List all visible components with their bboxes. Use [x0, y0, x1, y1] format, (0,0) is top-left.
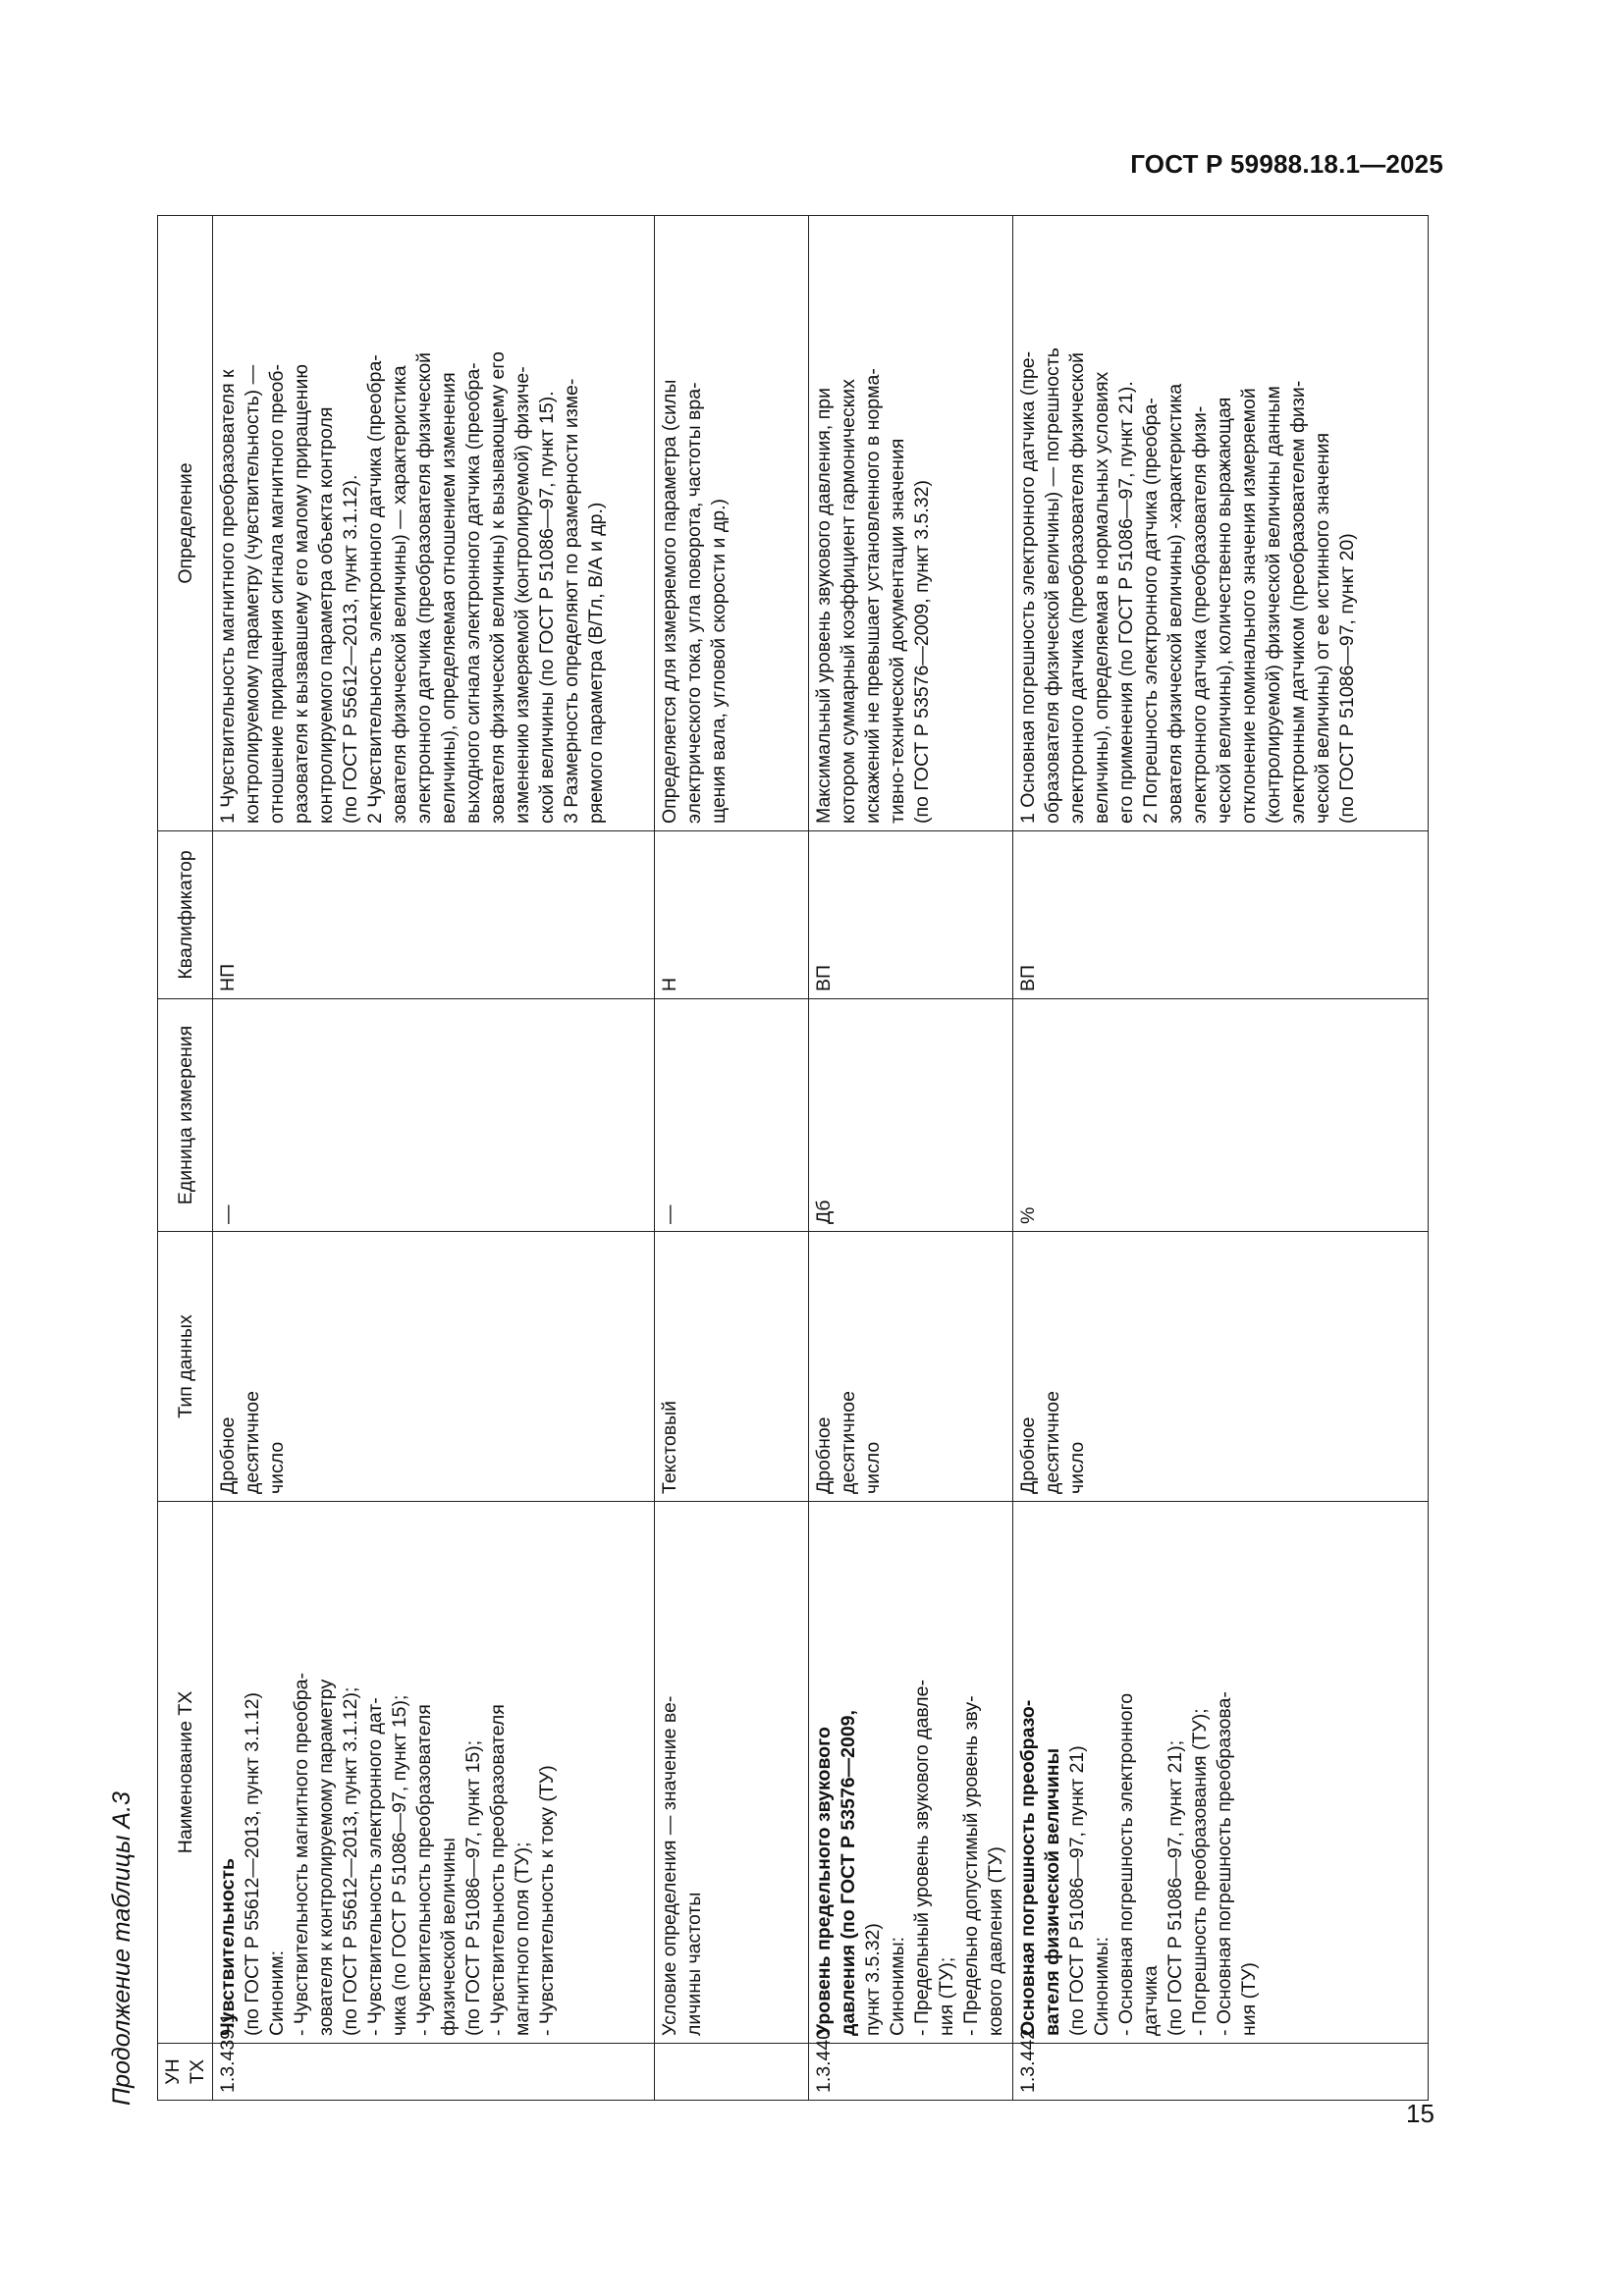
col-header-qualifier: Квалификатор — [158, 831, 213, 999]
cell-line: 3 Размерность определяют по размерности изме- — [561, 378, 582, 824]
table-row — [809, 216, 1013, 2101]
cell-line: Основная погрешность преобразо- — [1016, 1699, 1039, 2036]
cell-line: датчика — [1139, 1965, 1162, 2036]
cell-line: магнитного поля (ТУ); — [512, 1842, 533, 2036]
cell-id — [213, 2012, 655, 2101]
cell-line: Максимальный уровень звукового давления, при — [813, 388, 836, 824]
cell-definition — [655, 216, 809, 831]
characteristics-table — [157, 215, 1429, 2101]
cell-qualifier — [1012, 831, 1428, 999]
cell-line: вателя физической величины — [1041, 1747, 1063, 2036]
cell-line: Синоним: — [266, 1949, 288, 2036]
cell-line: ческой величины) от ее истинного значения — [1311, 432, 1333, 824]
cell-line: пункт 3.5.32) — [862, 1923, 885, 2036]
table-caption: Продолжение таблицы А.3 — [108, 1791, 135, 2106]
cell-line: электронного датчика (преобразователя физической — [1065, 351, 1088, 824]
cell-data-type — [655, 1232, 809, 1502]
cell-line: искажений не превышает установленного в норма- — [862, 368, 885, 824]
cell-name — [1012, 1502, 1428, 2044]
qualifier-value: Н — [659, 977, 681, 991]
row-id: 1.3.439.1 — [217, 2012, 239, 2093]
cell-line: - Чувствительность преобразователя — [413, 1704, 435, 2036]
cell-line: (по ГОСТ Р 51086—97, пункт 21) — [1065, 1745, 1088, 2036]
cell-line: электрического тока, угла поворота, частоты вра- — [683, 382, 706, 824]
cell-line: - Погрешность преобразования (ТУ); — [1188, 1708, 1211, 2036]
cell-line: (по ГОСТ Р 51086—97, пункт 15); — [462, 1739, 484, 2036]
col-header-data-type: Тип данных — [158, 1232, 213, 1502]
col-header-name: Наименование ТХ — [158, 1502, 213, 2044]
cell-unit — [655, 999, 809, 1232]
rotated-table-container — [157, 216, 1429, 2101]
cell-line: Дробное — [813, 1416, 836, 1494]
cell-line: выходного сигнала электронного датчика (преобра- — [462, 362, 484, 824]
cell-line: изменению измеряемой (контролируемой) физиче- — [512, 366, 533, 824]
cell-name — [213, 1502, 655, 2044]
cell-definition — [213, 216, 655, 831]
cell-line: контролируемому параметру (чувствительность) — — [242, 364, 263, 824]
cell-line: ческой величины), количественно выражающая — [1213, 397, 1235, 824]
cell-line: 2 Чувствительность электронного датчика (преобра- — [364, 354, 386, 824]
cell-line: - Чувствительность электронного дат- — [364, 1697, 386, 2036]
cell-line: - Чувствительность магнитного преобра- — [291, 1672, 312, 2036]
cell-line: электронным датчиком (преобразователем физи- — [1286, 380, 1309, 824]
cell-line: величины), определяемая отношением изменения — [438, 372, 460, 824]
row-id: 1.3.442 — [1016, 2028, 1039, 2093]
cell-line: контролируемого параметра объекта контроля — [315, 406, 337, 824]
cell-line: - Основная погрешность преобразова- — [1213, 1691, 1235, 2036]
cell-unit — [1012, 999, 1428, 1232]
table-row — [655, 216, 809, 2101]
cell-line: величины), определяемая в нормальных условиях — [1090, 371, 1112, 824]
cell-line: чика (по ГОСТ Р 51086—97, пункт 15); — [389, 1694, 410, 2036]
cell-line: тивно-технической документации значения — [887, 438, 909, 824]
cell-line: разователя к вызвавшему его малому приращению — [291, 364, 312, 824]
cell-line: личины частоты — [683, 1892, 706, 2036]
unit-value: % — [1016, 1206, 1039, 1224]
table-row — [213, 216, 655, 2101]
document-code: ГОСТ Р 59988.18.1—2025 — [1130, 149, 1443, 179]
cell-id — [809, 2028, 1013, 2101]
cell-data-type — [213, 1232, 655, 1502]
cell-line: котором суммарный коэффициент гармонических — [838, 379, 860, 824]
cell-line: отношение приращения сигнала магнитного преоб- — [266, 364, 288, 824]
cell-line: десятичное — [838, 1391, 860, 1494]
cell-unit — [809, 999, 1013, 1232]
table-header-row — [158, 216, 213, 2101]
col-header-unit: Единица измерения — [158, 999, 213, 1232]
cell-line: (по ГОСТ Р 51086—97, пункт 21); — [1164, 1739, 1186, 2036]
col-header-id: УН ТХ — [158, 2044, 213, 2101]
cell-id — [655, 2044, 809, 2101]
cell-line: - Предельно допустимый уровень зву- — [960, 1695, 983, 2036]
cell-line: ряемого параметра (В/Тл, В/А и др.) — [585, 502, 607, 824]
row-id: 1.3.440 — [813, 2028, 836, 2093]
cell-line: (по ГОСТ Р 55612—2013, пункт 3.1.12); — [340, 1686, 361, 2036]
cell-line: число — [1065, 1441, 1088, 1494]
qualifier-value: НП — [217, 963, 239, 991]
cell-id — [1012, 2028, 1428, 2101]
cell-line: Условие определения — значение ве- — [659, 1695, 681, 2036]
unit-value: — — [659, 1204, 681, 1224]
col-header-definition: Определение — [158, 216, 213, 831]
cell-line: зователя к контролируемому параметру — [315, 1679, 337, 2036]
cell-line: электронного датчика (преобразователя физической — [413, 351, 435, 824]
cell-definition — [1012, 216, 1428, 831]
cell-qualifier — [809, 831, 1013, 999]
cell-name — [655, 1502, 809, 2044]
cell-line: - Чувствительность к току (ТУ) — [536, 1765, 558, 2036]
cell-line: зователя физической величины) -характеристика — [1164, 383, 1186, 824]
cell-line: - Основная погрешность электронного — [1114, 1692, 1137, 2036]
cell-definition — [809, 216, 1013, 831]
cell-line: 2 Погрешность электронного датчика (преобра- — [1139, 398, 1162, 824]
cell-data-type — [809, 1232, 1013, 1502]
cell-line: электронного датчика (преобразователя физи- — [1188, 405, 1211, 824]
cell-line: десятичное — [242, 1391, 263, 1494]
unit-value: Дб — [813, 1200, 836, 1224]
cell-line: щения вала, угловой скорости и др.) — [708, 499, 731, 824]
cell-data-type — [1012, 1232, 1428, 1502]
cell-line: (по ГОСТ Р 53576—2009, пункт 3.5.32) — [911, 480, 934, 824]
cell-line: Синонимы: — [887, 1936, 909, 2036]
qualifier-value: ВП — [1016, 964, 1039, 991]
cell-unit — [213, 999, 655, 1232]
page-number: 15 — [1406, 2099, 1435, 2128]
cell-line: 1 Основная погрешность электронного датчика (пре- — [1016, 350, 1039, 824]
cell-line: ской величины (по ГОСТ Р 51086—97, пункт 15). — [536, 391, 558, 824]
cell-line: - Чувствительность преобразователя — [487, 1704, 509, 2036]
unit-value: — — [217, 1204, 239, 1224]
cell-line: Уровень предельного звукового — [813, 1727, 836, 2036]
cell-line: Дробное — [1016, 1416, 1039, 1494]
cell-line: давления (по ГОСТ Р 53576—2009, — [838, 1710, 860, 2036]
cell-line: число — [266, 1441, 288, 1494]
cell-qualifier — [213, 831, 655, 999]
cell-line: десятичное — [1041, 1391, 1063, 1494]
cell-qualifier — [655, 831, 809, 999]
cell-line: зователя физической величины) — характеристика — [389, 365, 410, 824]
cell-line: - Предельный уровень звукового давле- — [911, 1680, 934, 2036]
cell-line: отклонение номинального значения измеряемой — [1237, 388, 1260, 824]
cell-line: ния (ТУ) — [1237, 1962, 1260, 2036]
cell-line: ния (ТУ); — [936, 1956, 958, 2036]
cell-line: (по ГОСТ Р 55612—2013, пункт 3.1.12). — [340, 474, 361, 824]
cell-line: (по ГОСТ Р 51086—97, пункт 20) — [1335, 533, 1358, 824]
cell-line: число — [862, 1441, 885, 1494]
cell-name — [809, 1502, 1013, 2044]
cell-line: Синонимы: — [1090, 1936, 1112, 2036]
cell-line: Чувствительность — [217, 1857, 239, 2036]
cell-line: 1 Чувствительность магнитного преобразователя к — [217, 369, 239, 824]
cell-line: образователя физической величины) — погрешность — [1041, 347, 1063, 824]
cell-line: Определяется для измеряемого параметра (силы — [659, 379, 681, 824]
cell-line: его применения (по ГОСТ Р 51086—97, пункт 21). — [1114, 381, 1137, 824]
cell-line: зователя физической величины) к вызывающему его — [487, 351, 509, 824]
cell-line: кового давления (ТУ) — [985, 1846, 1007, 2036]
table-body — [213, 216, 1429, 2101]
table-row — [1012, 216, 1428, 2101]
cell-line: Текстовый — [659, 1401, 681, 1494]
cell-line: (по ГОСТ Р 55612—2013, пункт 3.1.12) — [242, 1692, 263, 2036]
qualifier-value: ВП — [813, 964, 836, 991]
cell-line: (контролируемой) физической величины данным — [1262, 386, 1284, 824]
cell-line: Дробное — [217, 1416, 239, 1494]
cell-line: физической величины — [438, 1838, 460, 2036]
